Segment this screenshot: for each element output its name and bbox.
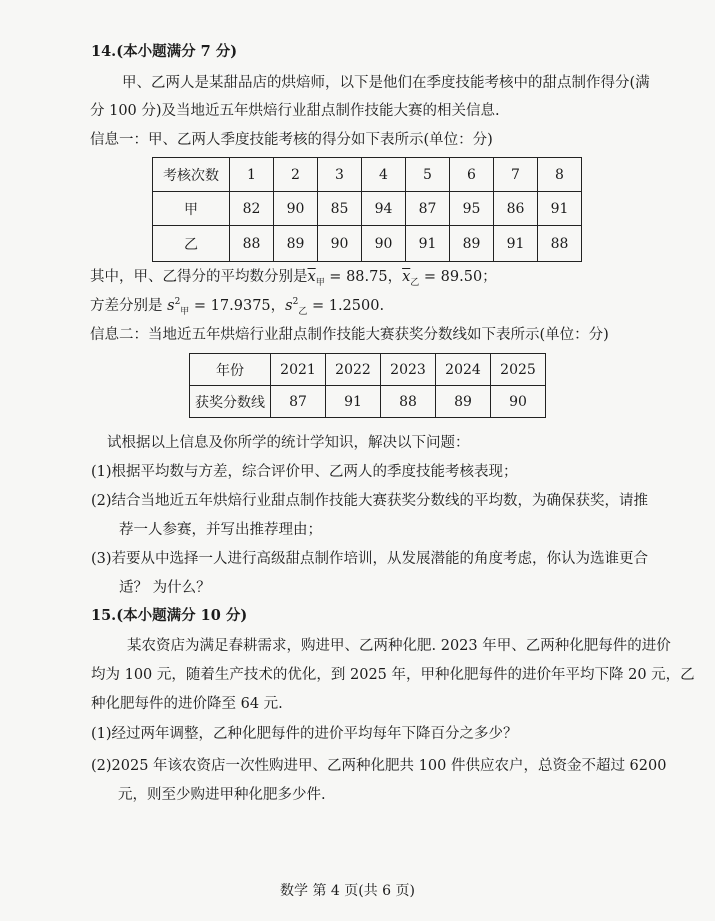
mean-symbol-a: $\overline{x}$ [307,269,316,285]
var-prefix: 方差分别是 [90,298,168,314]
table-cell: 91 [406,226,450,262]
table-cell: 87 [271,386,326,418]
page-footer: 数学 第 4 页(共 6 页) [280,883,415,899]
mean-symbol-b: $\overline{x}$ [402,269,411,285]
var-sup-a: 2 [174,297,181,308]
row-label: 甲 [153,192,230,226]
table-cell: 90 [274,192,318,226]
threshold-table-col: 2025 [491,354,546,386]
threshold-table-col: 2023 [381,354,436,386]
table-cell: 90 [318,226,362,262]
var-eq-b: = 1.2500. [307,298,385,314]
table-cell: 87 [406,192,450,226]
threshold-table-col: 2022 [326,354,381,386]
table-cell: 91 [538,192,582,226]
table-cell: 94 [362,192,406,226]
table-cell: 89 [450,226,494,262]
var-sub-a: 甲 [180,306,190,317]
row-label: 乙 [153,226,230,262]
threshold-table-header-label: 年份 [190,354,271,386]
threshold-table-col: 2024 [436,354,491,386]
table-cell: 90 [491,386,546,418]
mean-eq-a: = 88.75， [324,269,403,285]
mean-line [90,265,497,288]
score-table-col: 3 [318,158,362,192]
score-table-col: 1 [230,158,274,192]
threshold-table-header-row [190,354,546,386]
q14-sub2-line1: (2)结合当地近五年烘焙行业甜点制作技能大赛获奖分数线的平均数，为确保获奖，请推 [91,493,649,509]
table-cell: 85 [318,192,362,226]
table-cell: 91 [494,226,538,262]
table-cell: 89 [274,226,318,262]
mean-sub-b: 乙 [410,277,420,288]
var-sub-b: 乙 [298,306,308,317]
q15-line1: 某农资店为满足春耕需求，购进甲、乙两种化肥. 2023 年甲、乙两种化肥每件的进价 [127,638,671,654]
mean-sub-a: 甲 [315,277,325,288]
var-symbol-a: s [167,298,175,314]
table-cell: 88 [381,386,436,418]
var-symbol-b: s [285,298,293,314]
q14-sub1: (1)根据平均数与方差，综合评价甲、乙两人的季度技能考核表现； [91,464,518,480]
q14-sub3-line2: 适？ 为什么？ [119,580,211,596]
threshold-table-row [190,386,546,418]
score-table-col: 6 [450,158,494,192]
q14-info1-title: 信息一：甲、乙两人季度技能考核的得分如下表所示(单位：分) [90,132,493,148]
q14-sub2-line2: 荐一人参赛，并写出推荐理由； [119,522,322,538]
score-table [152,157,582,262]
var-eq-a: = 17.9375， [189,298,286,314]
table-cell: 82 [230,192,274,226]
score-table-col: 8 [538,158,582,192]
q14-info2-title: 信息二：当地近五年烘焙行业甜点制作技能大赛获奖分数线如下表所示(单位：分) [90,327,609,343]
q14-sub3-line1: (3)若要从中选择一人进行高级甜点制作培训，从发展潜能的角度考虑，你认为选谁更合 [91,551,649,567]
score-table-col: 5 [406,158,450,192]
score-table-col: 4 [362,158,406,192]
q15-sub2-line2: 元，则至少购进甲种化肥多少件. [118,787,326,803]
score-table-row-jia [153,192,582,226]
q14-header: 14.(本小题满分 7 分) [91,43,238,60]
var-sup-b: 2 [292,297,299,308]
threshold-table-col: 2021 [271,354,326,386]
mean-eq-b: = 89.50； [419,269,497,285]
variance-line [90,294,384,317]
score-table-header-label: 考核次数 [153,158,230,192]
score-table-header-row [153,158,582,192]
table-cell: 89 [436,386,491,418]
q14-intro-line2: 分 100 分)及当地近五年烘焙行业甜点制作技能大赛的相关信息. [90,103,500,119]
table-cell: 95 [450,192,494,226]
q15-line2: 均为 100 元，随着生产技术的优化，到 2025 年，甲种化肥每件的进价年平均下降 20 元，乙 [91,667,695,683]
score-table-col: 7 [494,158,538,192]
table-cell: 86 [494,192,538,226]
threshold-table [189,353,546,418]
score-table-col: 2 [274,158,318,192]
q14-prompt: 试根据以上信息及你所学的统计学知识，解决以下问题： [107,435,470,451]
q15-line3: 种化肥每件的进价降至 64 元. [91,696,283,712]
q15-sub2-line1: (2)2025 年该农资店一次性购进甲、乙两种化肥共 100 件供应农户，总资金不超过 6200 [91,758,667,774]
q15-header: 15.(本小题满分 10 分) [91,607,248,624]
table-cell: 90 [362,226,406,262]
row-label: 获奖分数线 [190,386,271,418]
mean-prefix: 其中，甲、乙得分的平均数分别是 [90,269,308,285]
table-cell: 91 [326,386,381,418]
table-cell: 88 [230,226,274,262]
score-table-row-yi [153,226,582,262]
q15-sub1: (1)经过两年调整，乙种化肥每件的进价平均每年下降百分之多少？ [91,726,518,742]
table-cell: 88 [538,226,582,262]
q14-intro-line1: 甲、乙两人是某甜品店的烘焙师，以下是他们在季度技能考核中的甜点制作得分(满 [122,75,650,91]
